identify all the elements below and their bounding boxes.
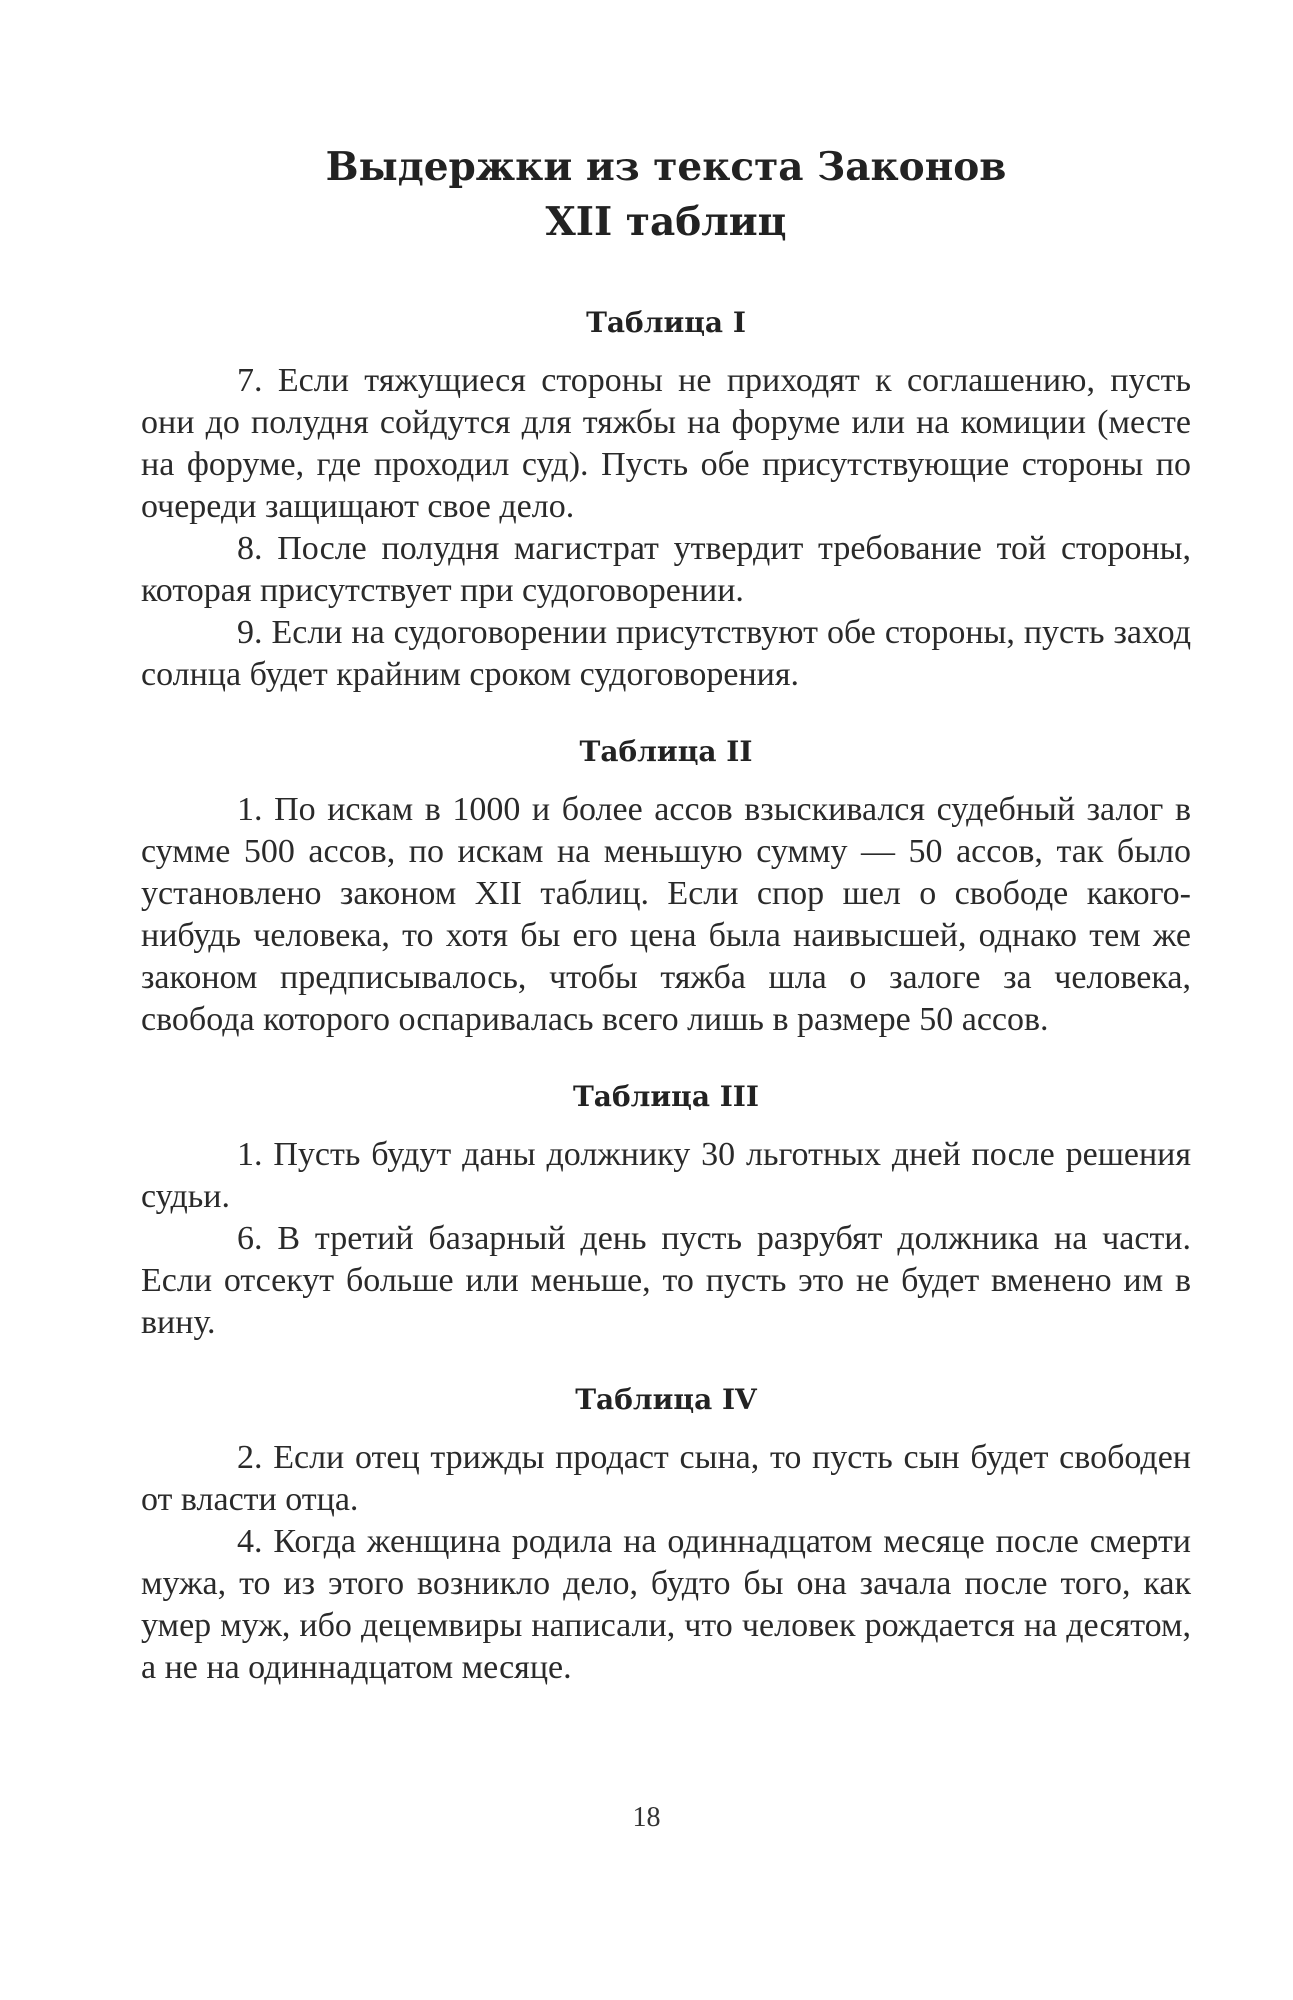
section-heading: Таблица III bbox=[572, 1080, 760, 1113]
section-table-4 bbox=[141, 1380, 1191, 1689]
paragraph: 1. Пусть будут даны должнику 30 льготных дней после решения судьи. bbox=[141, 1136, 1191, 1215]
section-heading: Таблица II bbox=[579, 735, 753, 768]
section-heading: Таблица I bbox=[586, 306, 746, 339]
paragraph: 7. Если тяжущиеся стороны не приходят к соглашению, пусть они до полудня сойдутся для тяжбы на форуме или на комиции (месте на форуме, где проходил суд). Пусть обе присутствующие стороны по очереди защищают свое дело. bbox=[141, 362, 1191, 525]
page-title bbox=[141, 140, 1191, 250]
section-table-3 bbox=[141, 1077, 1191, 1344]
paragraph: 8. После полудня магистрат утвердит требование той стороны, которая присутствует при судоговорении. bbox=[141, 530, 1191, 609]
section-heading: Таблица IV bbox=[575, 1383, 757, 1416]
paragraph: 4. Когда женщина родила на одиннадцатом месяце после смерти мужа, то из этого возникло дело, будто бы она зачала после того, как умер муж, ибо децемвиры написали, что человек рождается на десятом, а не на одиннадцатом месяце. bbox=[141, 1523, 1191, 1686]
title-line-2: XII таблиц bbox=[545, 199, 787, 245]
page-content bbox=[141, 140, 1191, 1725]
paragraph: 2. Если отец трижды продаст сына, то пусть сын будет свободен от власти отца. bbox=[141, 1439, 1191, 1518]
section-table-2 bbox=[141, 732, 1191, 1041]
section-table-1 bbox=[141, 303, 1191, 696]
page-number: 18 bbox=[632, 1802, 661, 1833]
paragraph: 6. В третий базарный день пусть разрубят должника на части. Если отсекут больше или меньше, то пусть это не будет вменено им в вину. bbox=[141, 1220, 1191, 1341]
paragraph: 1. По искам в 1000 и более ассов взыскивался судебный залог в сумме 500 ассов, по искам на меньшую сумму — 50 ассов, так было установлено законом XII таблиц. Если спор шел о свободе какого-нибудь человека, то хотя бы его цена была наивысшей, однако тем же законом предписывалось, чтобы тяжба шла о залоге за человека, свобода которого оспаривалась всего лишь в размере 50 ассов. bbox=[141, 791, 1191, 1038]
paragraph: 9. Если на судоговорении присутствуют обе стороны, пусть заход солнца будет крайним сроком судоговорения. bbox=[141, 614, 1191, 693]
title-line-1: Выдержки из текста Законов bbox=[325, 144, 1007, 190]
